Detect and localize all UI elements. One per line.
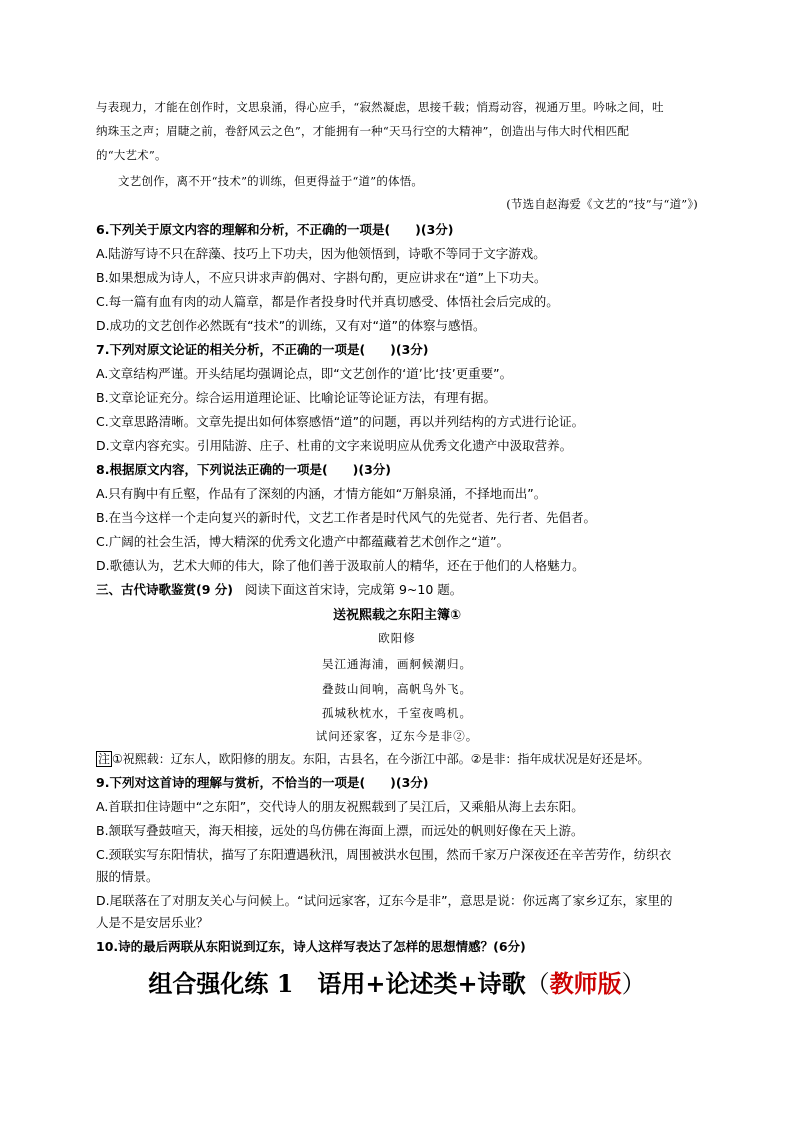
passage-line-3: 的“大艺术”。 [96,148,167,162]
poem-annotation [96,748,650,770]
question-7-stem: 7.下列对原文论证的相关分析，不正确的一项是( )(3分) [96,342,429,357]
question-10-stem: 10.诗的最后两联从东阳说到辽东，诗人这样写表达了怎样的思想情感？(6分) [96,939,526,954]
poem-line-3: 孤城秋枕水，千室夜鸣机。 [322,706,472,720]
title-paren-close: ） [621,970,646,998]
question-7-option-a: A.文章结构严谨。开头结尾均强调论点，即“文艺创作的‘道’比‘技’更重要”。 [96,366,513,381]
passage-source: (节选自赵海爱《文艺的“技”与“道”》) [506,197,698,211]
poem-author: 欧阳修 [378,631,416,645]
poem-title: 送祝熙载之东阳主簿① [332,608,461,623]
question-9-stem: 9.下列对这首诗的理解与赏析，不恰当的一项是( )(3分) [96,775,429,790]
question-9-option-c-line-1: C.颈联实写东阳情状，描写了东阳遭遇秋汛，周围被洪水包围，然而千家万户深夜还在辛苦劳作，纺织衣 [96,847,672,862]
exercise-title [0,964,794,999]
passage-line-2: 纳珠玉之声；眉睫之前，卷舒风云之色”，才能拥有一种“天马行空的大精神”，创造出与伟大时代相匹配 [96,124,630,138]
question-8-option-b: B.在当今这样一个走向复兴的新时代，文艺工作者是时代风气的先觉者、先行者、先倡者。 [96,510,597,525]
poem-line-1: 吴江通海浦，画舸候潮归。 [322,657,472,671]
question-6-option-b: B.如果想成为诗人，不应只讲求声韵偶对、字斟句酌，更应讲求在“道”上下功夫。 [96,270,547,285]
section-3-heading: 三、古代诗歌鉴赏(9 分) [96,582,233,597]
question-6-option-c: C.每一篇有血有肉的动人篇章，都是作者投身时代并真切感受、体悟社会后完成的。 [96,294,559,309]
poem-line-2: 叠鼓山间响，高帆鸟外飞。 [322,682,472,696]
question-8-option-a: A.只有胸中有丘壑，作品有了深刻的内涵，才情方能如“万斛泉涌，不择地而出”。 [96,486,547,501]
question-7-option-b: B.文章论证充分。综合运用道理论证、比喻论证等论证方法，有理有据。 [96,390,497,405]
question-9-option-d-line-1: D.尾联落在了对朋友关心与问候上。“试问远家客，辽东今是非”，意思是说：你远离了家乡辽东，家里的 [96,893,673,908]
question-9-option-b: B.颔联写叠鼓喧天，海天相接，远处的鸟仿佛在海面上漂，而远处的帆则好像在天上游。 [96,823,584,838]
question-7-option-c: C.文章思路清晰。文章先提出如何体察感悟“道”的问题，再以并列结构的方式进行论证。 [96,414,585,429]
section-3-header [96,579,462,601]
passage-line-4: 文艺创作，离不开“技术”的训练，但更得益于“道”的体悟。 [118,174,424,188]
note-text: ①祝熙载：辽东人，欧阳修的朋友。东阳，古县名，在今浙江中部。②是非：指年成状况是好还是坏。 [112,752,650,766]
question-6-stem: 6.下列关于原文内容的理解和分析，不正确的一项是( )(3分) [96,222,454,237]
title-paren-open: （ [525,970,550,998]
question-8-option-c: C.广阔的社会生活，博大精深的优秀文化遗产中都蕴藏着艺术创作之“道”。 [96,534,510,549]
question-9-option-c-line-2: 服的情景。 [96,869,159,884]
question-9-option-a: A.首联扣住诗题中“之东阳”，交代诗人的朋友祝熙载到了吴江后，又乘船从海上去东阳。 [96,799,584,814]
note-label: 注 [98,752,111,766]
question-6-option-a: A.陆游写诗不只在辞藻、技巧上下功夫，因为他领悟到，诗歌不等同于文字游戏。 [96,246,546,261]
section-3-instruction: 阅读下面这首宋诗，完成第 9~10 题。 [244,582,463,597]
question-9-option-d-line-2: 人是不是安居乐业？ [96,915,209,930]
question-8-option-d: D.歌德认为，艺术大师的伟大，除了他们善于汲取前人的精华，还在于他们的人格魅力。 [96,558,585,573]
question-6-option-d: D.成功的文艺创作必然既有“技术”的训练，又有对“道”的体察与感悟。 [96,318,486,333]
teacher-edition-label: 教师版 [549,969,622,998]
exercise-title-main: 组合强化练 1 语用+论述类+诗歌 [148,969,526,998]
passage-line-1: 与表现力，才能在创作时，文思泉涌，得心应手，“寂然凝虑，思接千载；悄焉动容，视通万里。吟咏之间，吐 [96,100,664,114]
question-8-stem: 8.根据原文内容，下列说法正确的一项是( )(3分) [96,462,391,477]
question-7-option-d: D.文章内容充实。引用陆游、庄子、杜甫的文字来说明应从优秀文化遗产中汲取营养。 [96,438,573,453]
poem-line-4: 试问还家客，辽东今是非②。 [315,729,479,743]
